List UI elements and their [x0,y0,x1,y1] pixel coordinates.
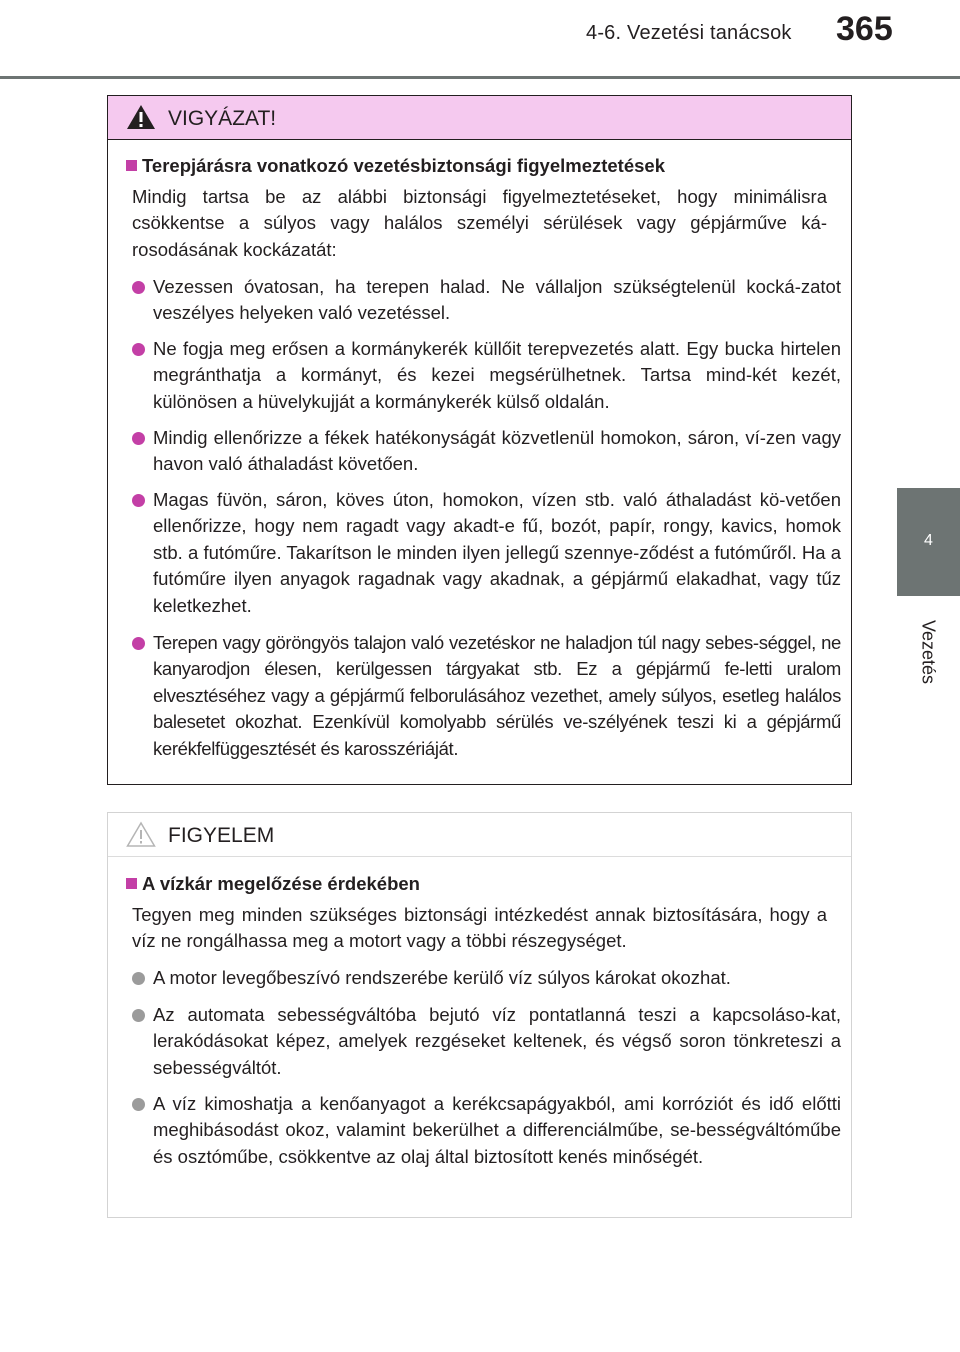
list-item [132,336,841,415]
list-item [132,1091,841,1170]
list-item-text: A motor levegőbeszívó rendszerébe kerülő víz súlyos károkat okozhat. [153,967,731,988]
list-item [132,965,841,991]
warning-heading-text: Terepjárásra vonatkozó vezetésbiztonsági figyelmeztetések [142,155,665,176]
warning-heading [126,155,665,177]
circle-bullet-icon [132,637,145,650]
list-item [132,1002,841,1081]
list-item-text: Mindig ellenőrizze a fékek hatékonyságát közvetlenül homokon, sáron, ví-zen vagy havon való áthaladást követően. [153,427,841,475]
header-divider [0,76,960,79]
list-item [132,425,841,478]
list-item-text: Vezessen óvatosan, ha terepen halad. Ne vállaljon szükségtelenül kocká-zatot veszélyes helyeken való vezetéssel. [153,276,841,324]
notice-intro: Tegyen meg minden szükséges biztonsági intézkedést annak biztosítására, hogy a víz ne rongálhassa meg a motort vagy a többi részegységet. [132,904,827,952]
warning-intro: Mindig tartsa be az alábbi biztonsági figyelmeztetéseket, hogy minimálisra csökkentse a súlyos vagy halálos személyi sérülések vagy gépjárműve ká-rosodásának kockázatát: [132,186,827,260]
warning-box-header [108,96,851,140]
list-item-text: Terepen vagy göröngyös talajon való vezetéskor ne haladjon túl nagy sebes-séggel, ne kanyarodjon élesen, kerülgessen tárgyakat stb. Ez a gépjármű fe-letti uralom elvesztéséhez vagy a gépjármű felborulásához vezethet, amely súlyos, esetleg halálos balesetet okozhat. Ezenkívül komolyabb sérülés ve-szélyének teszi ki a gépjármű kerékfelfüggesztését és karosszériáját. [153,632,841,759]
circle-bullet-icon [132,343,145,356]
chapter-tab [897,488,960,596]
warning-triangle-filled-icon [126,104,156,135]
square-bullet-icon [126,878,137,889]
list-item [132,487,841,619]
circle-bullet-icon [132,281,145,294]
list-item-text: Magas füvön, sáron, köves úton, homokon, vízen stb. való áthaladást kö-vetően ellenőrizze, hogy nem ragadt vagy akadt-e fű, bozót, papír, rongy, kavics, homok stb. a futóműre. Takarítson le minden ilyen jellegű szennye-ződést a futóműről. Ha a futóműre ilyen anyagok ragadnak vagy akadnak, a gépjármű elakadhat, vagy tűz keletkezhet. [153,489,841,616]
list-item [132,630,841,762]
list-item [132,274,841,327]
circle-bullet-icon [132,972,145,985]
notice-box-header [108,813,851,857]
warning-box [107,95,852,785]
circle-bullet-icon [132,494,145,507]
notice-heading-text: A vízkár megelőzése érdekében [142,873,420,894]
notice-heading [126,873,420,895]
chapter-label: Vezetés [918,619,939,685]
notice-box [107,812,852,1218]
page-number: 365 [836,10,893,48]
warning-label: VIGYÁZAT! [168,107,277,130]
list-item-text: Az automata sebességváltóba bejutó víz pontatlanná teszi a kapcsoláso-kat, lerakódásokat képez, amelyek rezgéseket keltenek, és végső soron tönkreteszi a sebességváltót. [153,1004,841,1078]
section-title: 4-6. Vezetési tanácsok [586,22,792,44]
circle-bullet-icon [132,1098,145,1111]
circle-bullet-icon [132,1009,145,1022]
circle-bullet-icon [132,432,145,445]
square-bullet-icon [126,160,137,171]
chapter-label-area [897,596,960,706]
list-item-text: Ne fogja meg erősen a kormánykerék küllőit terepvezetés alatt. Egy bucka hirtelen megránthatja a kormányt, és kezei megsérülhetnek. Tartsa mind-két kezét, különösen a hüvelykujját a kormánykerék külső oldalán. [153,338,841,412]
list-item-text: A víz kimoshatja a kenőanyagot a kerékcsapágyakból, ami korróziót és idő előtti meghibásodást okoz, valamint bekerülhet a differenciálműbe, se-bességváltóműbe és osztóműbe, csökkentve az olaj által biztosított kenés minőségét. [153,1093,841,1167]
chapter-number: 4 [924,532,933,549]
notice-label: FIGYELEM [168,824,275,847]
warning-triangle-outline-icon [126,821,156,852]
